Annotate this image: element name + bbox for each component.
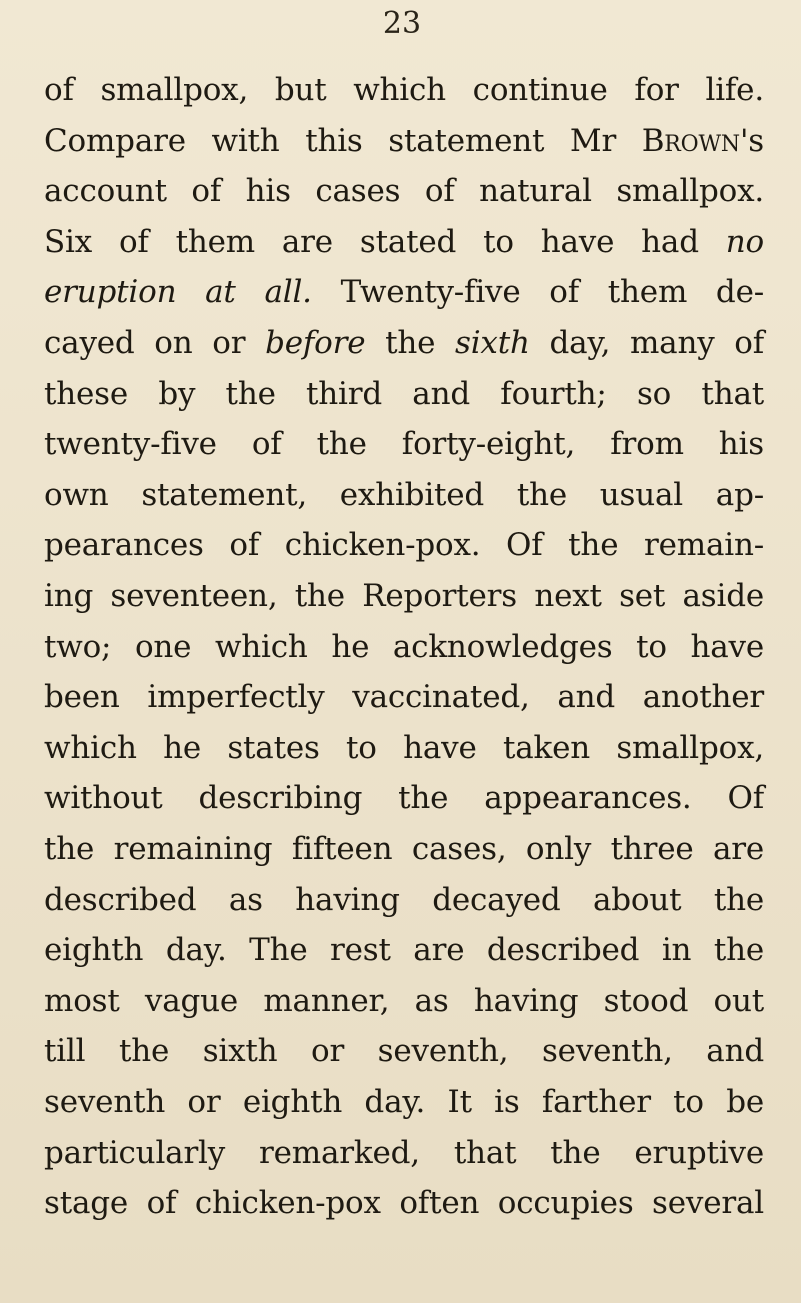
text-run: without describing the appearances. Of bbox=[44, 780, 764, 817]
italic-text: no bbox=[725, 223, 764, 260]
text-line bbox=[44, 222, 764, 262]
text-line bbox=[44, 1183, 764, 1223]
text-run: described as having decayed about the bbox=[44, 881, 764, 918]
text-line bbox=[44, 1082, 764, 1122]
text-line bbox=[44, 475, 764, 515]
text-run: ing seventeen, the Reporters next set aside bbox=[44, 578, 764, 614]
text-line bbox=[44, 880, 764, 920]
text-line bbox=[44, 171, 764, 211]
text-run: own statement, exhibited the usual ap- bbox=[44, 476, 764, 513]
small-caps-text: Brown bbox=[641, 122, 740, 159]
text-run: most vague manner, as having stood out bbox=[44, 982, 764, 1019]
text-run: been imperfectly vaccinated, and another bbox=[44, 679, 764, 716]
text-run: stage of chicken-pox often occupies several bbox=[44, 1185, 764, 1222]
text-line bbox=[44, 272, 764, 312]
page-number: 23 bbox=[382, 6, 422, 41]
text-line bbox=[44, 121, 764, 161]
text-line bbox=[44, 778, 764, 818]
text-run: two; one which he acknowledges to have bbox=[44, 628, 764, 665]
text-run: pearances of chicken-pox. Of the remain- bbox=[44, 527, 764, 564]
text-run: Compare with this statement Mr bbox=[44, 122, 642, 159]
text-run: Six of them are stated to have had bbox=[44, 223, 726, 260]
text-line bbox=[44, 829, 764, 869]
italic-text: before bbox=[265, 325, 366, 361]
text-line bbox=[44, 930, 764, 970]
italic-text: sixth bbox=[455, 325, 530, 361]
text-line bbox=[44, 424, 764, 464]
text-run: day, many of bbox=[529, 325, 764, 361]
text-run: of smallpox, but which continue for life. bbox=[44, 72, 764, 108]
text-run: account of his cases of natural smallpox. bbox=[44, 173, 764, 210]
text-line bbox=[44, 677, 764, 717]
text-run: the remaining fifteen cases, only three are bbox=[44, 831, 764, 867]
text-run: which he states to have taken smallpox, bbox=[44, 729, 764, 766]
text-run: twenty-five of the forty-eight, from his bbox=[44, 426, 764, 463]
text-run: cayed on or bbox=[44, 325, 266, 361]
text-run: seventh or eighth day. It is farther to be bbox=[44, 1084, 764, 1120]
text-line bbox=[44, 323, 764, 363]
text-run: eighth day. The rest are described in the bbox=[44, 932, 764, 969]
text-line bbox=[44, 627, 764, 667]
text-run: 's bbox=[739, 122, 764, 159]
text-line bbox=[44, 728, 764, 768]
text-run: Twenty-five of them de- bbox=[311, 274, 764, 311]
text-line bbox=[44, 1133, 764, 1173]
text-line bbox=[44, 1031, 764, 1071]
text-line bbox=[44, 70, 764, 110]
text-line bbox=[44, 981, 764, 1021]
text-run: till the sixth or seventh, seventh, and bbox=[44, 1033, 764, 1070]
text-run: particularly remarked, that the eruptive bbox=[44, 1134, 764, 1171]
text-line bbox=[44, 525, 764, 565]
text-run: the bbox=[365, 325, 455, 361]
italic-text: eruption at all. bbox=[44, 274, 312, 311]
text-line bbox=[44, 374, 764, 414]
text-line bbox=[44, 576, 764, 616]
text-run: these by the third and fourth; so that bbox=[44, 375, 764, 412]
